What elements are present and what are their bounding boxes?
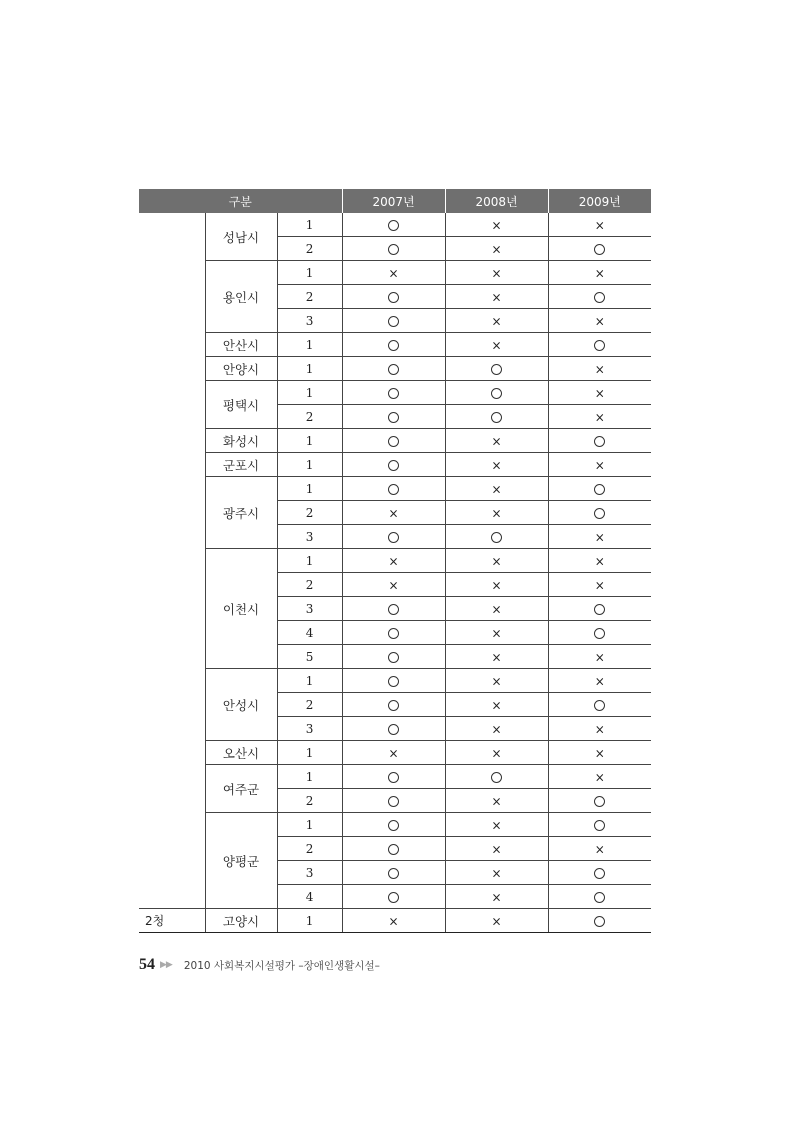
facility-number-cell: 1 <box>277 381 342 405</box>
circle-icon <box>594 796 605 807</box>
table-row <box>139 549 651 573</box>
facility-number-cell: 4 <box>277 885 342 909</box>
city-cell: 성남시 <box>205 213 277 261</box>
table-row <box>139 477 651 501</box>
facility-number-cell: 1 <box>277 477 342 501</box>
circle-icon <box>594 484 605 495</box>
evaluation-cell <box>342 525 445 549</box>
evaluation-cell <box>445 501 548 525</box>
evaluation-cell <box>445 669 548 693</box>
circle-icon <box>388 532 399 543</box>
cross-icon: × <box>491 866 502 880</box>
evaluation-cell <box>548 717 651 741</box>
header-category: 구분 <box>139 189 342 213</box>
table-row <box>139 261 651 285</box>
evaluation-cell <box>445 885 548 909</box>
circle-icon <box>594 820 605 831</box>
evaluation-cell <box>548 645 651 669</box>
header-year-2007: 2007년 <box>342 189 445 213</box>
cross-icon: × <box>491 602 502 616</box>
circle-icon <box>594 436 605 447</box>
cross-icon: × <box>594 554 605 568</box>
circle-icon <box>388 652 399 663</box>
evaluation-cell <box>445 405 548 429</box>
circle-icon <box>388 796 399 807</box>
cross-icon: × <box>594 386 605 400</box>
table-row <box>139 333 651 357</box>
evaluation-cell <box>342 429 445 453</box>
facility-number-cell: 1 <box>277 261 342 285</box>
facility-number-cell: 1 <box>277 429 342 453</box>
evaluation-cell <box>342 261 445 285</box>
facility-number-cell: 2 <box>277 837 342 861</box>
cross-icon: × <box>491 266 502 280</box>
facility-number-cell: 2 <box>277 693 342 717</box>
evaluation-cell <box>445 621 548 645</box>
cross-icon: × <box>594 218 605 232</box>
evaluation-cell <box>445 837 548 861</box>
facility-number-cell: 3 <box>277 309 342 333</box>
cross-icon: × <box>491 242 502 256</box>
evaluation-cell <box>342 453 445 477</box>
evaluation-cell <box>548 213 651 237</box>
circle-icon <box>388 628 399 639</box>
evaluation-cell <box>548 813 651 837</box>
evaluation-cell <box>342 405 445 429</box>
evaluation-cell <box>342 573 445 597</box>
city-cell: 안산시 <box>205 333 277 357</box>
evaluation-cell <box>548 501 651 525</box>
city-cell: 용인시 <box>205 261 277 333</box>
circle-icon <box>388 436 399 447</box>
city-cell: 안성시 <box>205 669 277 741</box>
facility-number-cell: 1 <box>277 669 342 693</box>
evaluation-cell <box>342 717 445 741</box>
cross-icon: × <box>491 578 502 592</box>
evaluation-cell <box>548 261 651 285</box>
evaluation-cell <box>548 333 651 357</box>
circle-icon <box>491 772 502 783</box>
evaluation-cell <box>445 453 548 477</box>
city-cell: 군포시 <box>205 453 277 477</box>
cross-icon: × <box>491 554 502 568</box>
facility-number-cell: 1 <box>277 549 342 573</box>
facility-number-cell: 3 <box>277 861 342 885</box>
cross-icon: × <box>491 506 502 520</box>
evaluation-cell <box>548 285 651 309</box>
circle-icon <box>388 676 399 687</box>
table-row <box>139 453 651 477</box>
circle-icon <box>594 292 605 303</box>
facility-number-cell: 2 <box>277 573 342 597</box>
evaluation-cell <box>445 645 548 669</box>
footer-title: 2010 사회복지시설평가 –장애인생활시설– <box>183 959 380 972</box>
table-row <box>139 813 651 837</box>
evaluation-cell <box>445 381 548 405</box>
cross-icon: × <box>594 722 605 736</box>
cross-icon: × <box>491 842 502 856</box>
evaluation-cell <box>445 429 548 453</box>
evaluation-cell <box>342 381 445 405</box>
evaluation-cell <box>548 789 651 813</box>
cross-icon: × <box>388 506 399 520</box>
cross-icon: × <box>594 650 605 664</box>
cross-icon: × <box>491 290 502 304</box>
cross-icon: × <box>388 554 399 568</box>
evaluation-cell <box>342 501 445 525</box>
cross-icon: × <box>491 650 502 664</box>
cross-icon: × <box>491 626 502 640</box>
evaluation-cell <box>342 765 445 789</box>
facility-number-cell: 2 <box>277 405 342 429</box>
circle-icon <box>388 316 399 327</box>
city-cell: 오산시 <box>205 741 277 765</box>
cross-icon: × <box>594 458 605 472</box>
facility-number-cell: 1 <box>277 333 342 357</box>
evaluation-cell <box>445 597 548 621</box>
cross-icon: × <box>491 458 502 472</box>
facility-number-cell: 1 <box>277 909 342 933</box>
evaluation-cell <box>445 741 548 765</box>
facility-number-cell: 1 <box>277 765 342 789</box>
evaluation-cell <box>342 333 445 357</box>
evaluation-cell <box>342 669 445 693</box>
circle-icon <box>388 460 399 471</box>
cross-icon: × <box>388 746 399 760</box>
evaluation-cell <box>445 213 548 237</box>
evaluation-cell <box>445 909 548 933</box>
facility-number-cell: 2 <box>277 237 342 261</box>
facility-number-cell: 1 <box>277 357 342 381</box>
cross-icon: × <box>388 578 399 592</box>
city-cell: 화성시 <box>205 429 277 453</box>
cross-icon: × <box>594 578 605 592</box>
evaluation-cell <box>342 621 445 645</box>
evaluation-cell <box>342 885 445 909</box>
facility-number-cell: 1 <box>277 741 342 765</box>
evaluation-cell <box>342 789 445 813</box>
evaluation-cell <box>548 693 651 717</box>
header-year-2008: 2008년 <box>445 189 548 213</box>
arrow-icon: ▶▶ <box>160 960 172 970</box>
facility-evaluation-table <box>139 189 651 933</box>
city-cell: 안양시 <box>205 357 277 381</box>
evaluation-cell <box>445 285 548 309</box>
city-cell: 이천시 <box>205 549 277 669</box>
circle-icon <box>388 724 399 735</box>
table-row <box>139 213 651 237</box>
evaluation-cell <box>548 549 651 573</box>
page-number: 54 <box>139 956 155 973</box>
evaluation-cell <box>548 405 651 429</box>
evaluation-cell <box>445 693 548 717</box>
evaluation-cell <box>548 453 651 477</box>
cross-icon: × <box>594 842 605 856</box>
evaluation-cell <box>445 861 548 885</box>
table-body <box>139 213 651 933</box>
circle-icon <box>388 292 399 303</box>
evaluation-cell <box>548 669 651 693</box>
table-row <box>139 765 651 789</box>
evaluation-cell <box>342 813 445 837</box>
evaluation-cell <box>445 549 548 573</box>
cross-icon: × <box>491 674 502 688</box>
cross-icon: × <box>491 914 502 928</box>
facility-number-cell: 1 <box>277 813 342 837</box>
facility-number-cell: 5 <box>277 645 342 669</box>
evaluation-cell <box>342 645 445 669</box>
evaluation-cell <box>445 261 548 285</box>
facility-number-cell: 4 <box>277 621 342 645</box>
cross-icon: × <box>491 794 502 808</box>
circle-icon <box>388 892 399 903</box>
evaluation-cell <box>445 357 548 381</box>
table-row <box>139 381 651 405</box>
evaluation-cell <box>548 885 651 909</box>
cross-icon: × <box>594 770 605 784</box>
evaluation-cell <box>548 597 651 621</box>
cross-icon: × <box>594 362 605 376</box>
evaluation-cell <box>445 333 548 357</box>
evaluation-cell <box>445 765 548 789</box>
evaluation-cell <box>342 837 445 861</box>
facility-number-cell: 2 <box>277 285 342 309</box>
evaluation-cell <box>548 765 651 789</box>
evaluation-cell <box>342 909 445 933</box>
circle-icon <box>388 868 399 879</box>
city-cell: 양평군 <box>205 813 277 909</box>
cross-icon: × <box>491 314 502 328</box>
circle-icon <box>594 868 605 879</box>
table-header-row <box>139 189 651 213</box>
circle-icon <box>491 412 502 423</box>
circle-icon <box>388 772 399 783</box>
cross-icon: × <box>388 914 399 928</box>
circle-icon <box>594 628 605 639</box>
region-cell <box>139 213 205 909</box>
circle-icon <box>388 364 399 375</box>
facility-number-cell: 3 <box>277 597 342 621</box>
evaluation-cell <box>342 309 445 333</box>
evaluation-cell <box>548 525 651 549</box>
cross-icon: × <box>491 218 502 232</box>
cross-icon: × <box>491 890 502 904</box>
circle-icon <box>491 364 502 375</box>
facility-number-cell: 2 <box>277 789 342 813</box>
circle-icon <box>491 388 502 399</box>
cross-icon: × <box>491 434 502 448</box>
facility-number-cell: 2 <box>277 501 342 525</box>
evaluation-cell <box>342 213 445 237</box>
evaluation-cell <box>445 789 548 813</box>
evaluation-cell <box>548 357 651 381</box>
cross-icon: × <box>491 482 502 496</box>
facility-number-cell: 3 <box>277 525 342 549</box>
evaluation-cell <box>342 357 445 381</box>
evaluation-cell <box>548 861 651 885</box>
cross-icon: × <box>491 818 502 832</box>
evaluation-cell <box>548 309 651 333</box>
city-cell: 광주시 <box>205 477 277 549</box>
circle-icon <box>388 484 399 495</box>
circle-icon <box>388 604 399 615</box>
cross-icon: × <box>594 530 605 544</box>
table-row <box>139 909 651 933</box>
circle-icon <box>388 700 399 711</box>
evaluation-cell <box>445 573 548 597</box>
evaluation-cell <box>342 741 445 765</box>
circle-icon <box>388 220 399 231</box>
evaluation-cell <box>445 477 548 501</box>
circle-icon <box>388 340 399 351</box>
table-row <box>139 741 651 765</box>
cross-icon: × <box>594 674 605 688</box>
evaluation-cell <box>548 621 651 645</box>
cross-icon: × <box>491 338 502 352</box>
facility-number-cell: 3 <box>277 717 342 741</box>
evaluation-cell <box>548 237 651 261</box>
evaluation-cell <box>548 837 651 861</box>
evaluation-cell <box>548 477 651 501</box>
circle-icon <box>594 508 605 519</box>
evaluation-cell <box>548 381 651 405</box>
facility-number-cell: 1 <box>277 213 342 237</box>
cross-icon: × <box>491 722 502 736</box>
evaluation-cell <box>342 549 445 573</box>
circle-icon <box>594 604 605 615</box>
cross-icon: × <box>491 746 502 760</box>
table-row <box>139 429 651 453</box>
circle-icon <box>594 244 605 255</box>
circle-icon <box>388 844 399 855</box>
evaluation-cell <box>445 309 548 333</box>
evaluation-cell <box>548 741 651 765</box>
circle-icon <box>594 700 605 711</box>
evaluation-cell <box>342 693 445 717</box>
cross-icon: × <box>388 266 399 280</box>
evaluation-cell <box>548 429 651 453</box>
evaluation-cell <box>445 813 548 837</box>
evaluation-cell <box>548 909 651 933</box>
evaluation-cell <box>342 285 445 309</box>
evaluation-cell <box>445 237 548 261</box>
evaluation-cell <box>342 597 445 621</box>
city-cell: 고양시 <box>205 909 277 933</box>
evaluation-cell <box>342 237 445 261</box>
evaluation-cell <box>342 477 445 501</box>
evaluation-cell <box>342 861 445 885</box>
circle-icon <box>388 820 399 831</box>
cross-icon: × <box>594 410 605 424</box>
circle-icon <box>491 532 502 543</box>
cross-icon: × <box>594 746 605 760</box>
cross-icon: × <box>594 266 605 280</box>
city-cell: 여주군 <box>205 765 277 813</box>
table-row <box>139 357 651 381</box>
circle-icon <box>388 412 399 423</box>
evaluation-cell <box>445 525 548 549</box>
circle-icon <box>388 388 399 399</box>
circle-icon <box>594 340 605 351</box>
facility-evaluation-table-wrapper <box>139 189 651 933</box>
circle-icon <box>594 892 605 903</box>
table-row <box>139 669 651 693</box>
page-footer <box>139 953 380 977</box>
city-cell: 평택시 <box>205 381 277 429</box>
circle-icon <box>594 916 605 927</box>
circle-icon <box>388 244 399 255</box>
cross-icon: × <box>491 698 502 712</box>
region-cell: 2청 <box>139 909 205 933</box>
evaluation-cell <box>548 573 651 597</box>
header-year-2009: 2009년 <box>548 189 651 213</box>
facility-number-cell: 1 <box>277 453 342 477</box>
cross-icon: × <box>594 314 605 328</box>
evaluation-cell <box>445 717 548 741</box>
